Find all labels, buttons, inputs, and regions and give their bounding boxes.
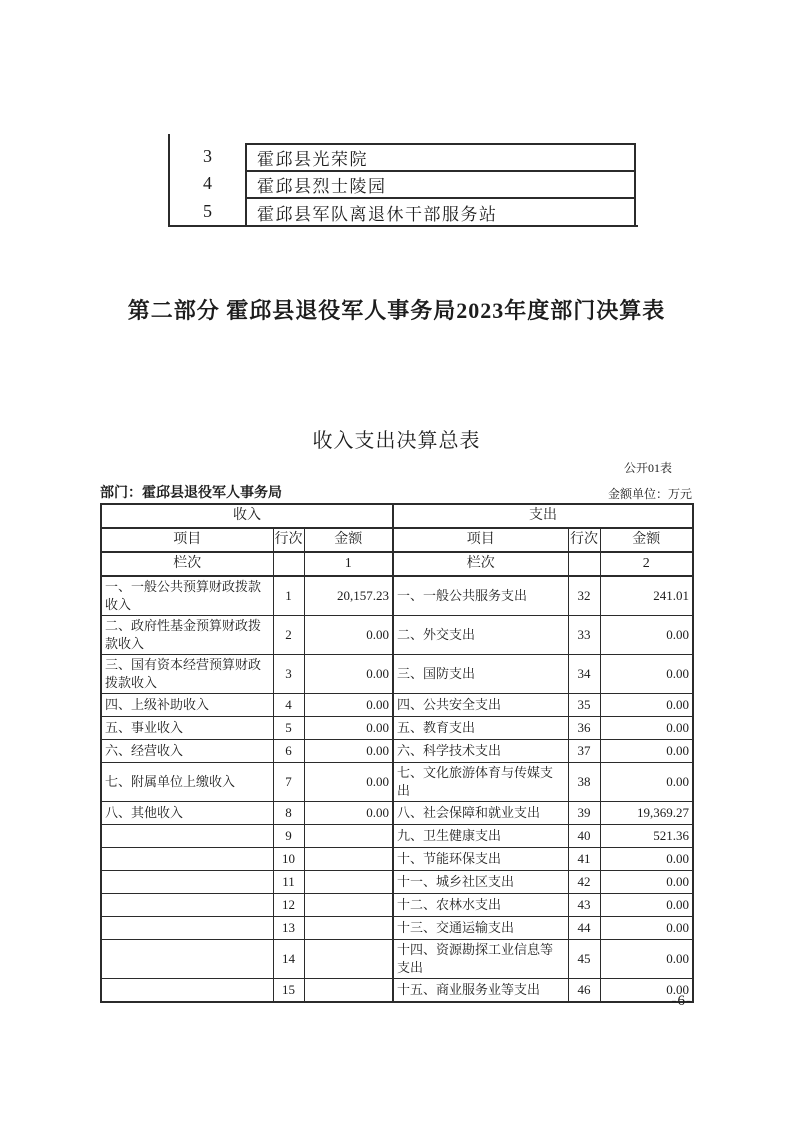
- department-label: 部门：霍邱县退役军人事务局: [100, 486, 282, 501]
- expense-amount-cell: 241.01: [600, 576, 693, 616]
- expense-amount-cell: 0.00: [600, 616, 693, 655]
- unit-row-name: 霍邱县烈士陵园: [247, 172, 634, 199]
- income-item-cell: [101, 825, 273, 848]
- income-rowno-cell: 5: [273, 717, 304, 740]
- income-rowno-cell: 10: [273, 848, 304, 871]
- table-title: 收入支出决算总表: [312, 430, 481, 452]
- income-rowno-cell: 14: [273, 940, 304, 979]
- income-amount-cell: 0.00: [304, 616, 393, 655]
- expense-item-cell: 七、文化旅游体育与传媒支出: [393, 763, 568, 802]
- expense-rowno-cell: 37: [568, 740, 600, 763]
- income-item-cell: 五、事业收入: [101, 717, 273, 740]
- expense-rowno-cell: 35: [568, 694, 600, 717]
- income-item-cell: [101, 871, 273, 894]
- expense-rowno-cell: 43: [568, 894, 600, 917]
- expense-item-cell: 九、卫生健康支出: [393, 825, 568, 848]
- income-item-header: 项目: [101, 528, 273, 552]
- expense-rowno-header: 行次: [568, 528, 600, 552]
- summary-row: [101, 694, 693, 717]
- income-amount-cell: 20,157.23: [304, 576, 393, 616]
- expense-amount-cell: 0.00: [600, 940, 693, 979]
- unit-row-number: 3: [203, 146, 212, 166]
- summary-row: [101, 616, 693, 655]
- page-number: -6-: [671, 993, 692, 1009]
- expense-amount-cell: 0.00: [600, 894, 693, 917]
- income-amount-cell: [304, 917, 393, 940]
- group-header-row: [101, 504, 693, 528]
- income-column-label: 栏次: [101, 552, 273, 576]
- column-header-row: [101, 528, 693, 552]
- expense-item-cell: 一、一般公共服务支出: [393, 576, 568, 616]
- expense-rowno-cell: 33: [568, 616, 600, 655]
- expense-item-cell: 十五、商业服务业等支出: [393, 979, 568, 1003]
- income-rowno-cell: 11: [273, 871, 304, 894]
- summary-row: [101, 576, 693, 616]
- table-meta-row: [100, 482, 692, 502]
- expense-rowno-cell: 39: [568, 802, 600, 825]
- expense-column-label: 栏次: [393, 552, 568, 576]
- income-amount-cell: 0.00: [304, 717, 393, 740]
- expense-item-cell: 十、节能环保支出: [393, 848, 568, 871]
- summary-row: [101, 871, 693, 894]
- expense-rowno-cell: 45: [568, 940, 600, 979]
- income-rowno-cell: 3: [273, 655, 304, 694]
- income-expense-summary-table: [100, 503, 694, 1003]
- summary-row: [101, 848, 693, 871]
- expense-rowno-cell: 44: [568, 917, 600, 940]
- expense-item-cell: 四、公共安全支出: [393, 694, 568, 717]
- expense-rowno-cell: 36: [568, 717, 600, 740]
- unit-list-bottom-border: [168, 225, 638, 227]
- expense-amount-cell: 0.00: [600, 917, 693, 940]
- expense-item-cell: 六、科学技术支出: [393, 740, 568, 763]
- expense-amount-cell: 0.00: [600, 763, 693, 802]
- expense-amount-cell: 0.00: [600, 740, 693, 763]
- income-amount-cell: 0.00: [304, 655, 393, 694]
- income-amount-cell: 0.00: [304, 802, 393, 825]
- unit-row-number: 5: [203, 200, 212, 221]
- summary-row: [101, 917, 693, 940]
- expense-rowno-cell: 42: [568, 871, 600, 894]
- summary-row: [101, 825, 693, 848]
- income-amount-header: 金额: [304, 528, 393, 552]
- summary-row: [101, 940, 693, 979]
- income-item-cell: [101, 917, 273, 940]
- expense-item-cell: 十二、农林水支出: [393, 894, 568, 917]
- expense-amount-cell: 0.00: [600, 871, 693, 894]
- income-rowno-cell: 7: [273, 763, 304, 802]
- income-item-cell: 二、政府性基金预算财政拨款收入: [101, 616, 273, 655]
- expense-item-header: 项目: [393, 528, 568, 552]
- income-rowno-cell: 8: [273, 802, 304, 825]
- income-amount-cell: 0.00: [304, 740, 393, 763]
- summary-row: [101, 655, 693, 694]
- summary-row: [101, 717, 693, 740]
- unit-row-name: 霍邱县光荣院: [247, 145, 634, 172]
- expense-rowno-cell: 38: [568, 763, 600, 802]
- income-amount-cell: [304, 848, 393, 871]
- expense-amount-cell: 19,369.27: [600, 802, 693, 825]
- income-rowno-cell: 15: [273, 979, 304, 1003]
- income-item-cell: 七、附属单位上缴收入: [101, 763, 273, 802]
- expense-rowno-cell: 34: [568, 655, 600, 694]
- income-column-number: 1: [304, 552, 393, 576]
- income-group-header: 收入: [101, 504, 393, 528]
- expense-amount-cell: 0.00: [600, 655, 693, 694]
- expense-item-cell: 五、教育支出: [393, 717, 568, 740]
- income-item-cell: 四、上级补助收入: [101, 694, 273, 717]
- income-amount-cell: 0.00: [304, 694, 393, 717]
- expense-rowno-cell: 32: [568, 576, 600, 616]
- income-amount-cell: [304, 940, 393, 979]
- income-amount-cell: 0.00: [304, 763, 393, 802]
- income-amount-cell: [304, 894, 393, 917]
- expense-item-cell: 八、社会保障和就业支出: [393, 802, 568, 825]
- income-rowno-cell: 2: [273, 616, 304, 655]
- summary-row: [101, 802, 693, 825]
- income-item-cell: 六、经营收入: [101, 740, 273, 763]
- income-rowno-cell: 12: [273, 894, 304, 917]
- expense-item-cell: 二、外交支出: [393, 616, 568, 655]
- income-item-cell: 三、国有资本经营预算财政拨款收入: [101, 655, 273, 694]
- amount-unit-label: 金额单位：万元: [607, 487, 692, 501]
- income-rowno-header: 行次: [273, 528, 304, 552]
- expense-item-cell: 十四、资源勘探工业信息等支出: [393, 940, 568, 979]
- expense-item-cell: 三、国防支出: [393, 655, 568, 694]
- expense-rowno-cell: 40: [568, 825, 600, 848]
- income-rowno-cell: 4: [273, 694, 304, 717]
- expense-amount-cell: 521.36: [600, 825, 693, 848]
- summary-row: [101, 740, 693, 763]
- expense-amount-header: 金额: [600, 528, 693, 552]
- section-title: 第二部分 霍邱县退役军人事务局2023年度部门决算表: [127, 298, 666, 323]
- income-item-cell: [101, 894, 273, 917]
- unit-row-number: 4: [203, 173, 212, 193]
- summary-row: [101, 763, 693, 802]
- sheet-label: 公开01表: [623, 461, 672, 475]
- income-item-cell: [101, 940, 273, 979]
- unit-row-name: 霍邱县军队离退休干部服务站: [257, 204, 498, 224]
- column-number-row: [101, 552, 693, 576]
- income-rowno-cell: 13: [273, 917, 304, 940]
- expense-amount-cell: 0.00: [600, 979, 693, 1003]
- unit-list-name-column: [245, 143, 636, 225]
- income-rowno-cell: 1: [273, 576, 304, 616]
- expense-group-header: 支出: [393, 504, 693, 528]
- expense-item-cell: 十三、交通运输支出: [393, 917, 568, 940]
- expense-amount-cell: 0.00: [600, 694, 693, 717]
- income-amount-cell: [304, 871, 393, 894]
- income-rowno-cell: 6: [273, 740, 304, 763]
- expense-amount-cell: 0.00: [600, 848, 693, 871]
- unit-list-number-column: [170, 143, 245, 225]
- income-item-cell: 八、其他收入: [101, 802, 273, 825]
- summary-row: [101, 894, 693, 917]
- income-rowno-blank: [273, 552, 304, 576]
- income-rowno-cell: 9: [273, 825, 304, 848]
- expense-column-number: 2: [600, 552, 693, 576]
- expense-rowno-blank: [568, 552, 600, 576]
- income-amount-cell: [304, 825, 393, 848]
- expense-amount-cell: 0.00: [600, 717, 693, 740]
- income-item-cell: 一、一般公共预算财政拨款收入: [101, 576, 273, 616]
- income-item-cell: [101, 848, 273, 871]
- expense-rowno-cell: 46: [568, 979, 600, 1003]
- expense-rowno-cell: 41: [568, 848, 600, 871]
- expense-item-cell: 十一、城乡社区支出: [393, 871, 568, 894]
